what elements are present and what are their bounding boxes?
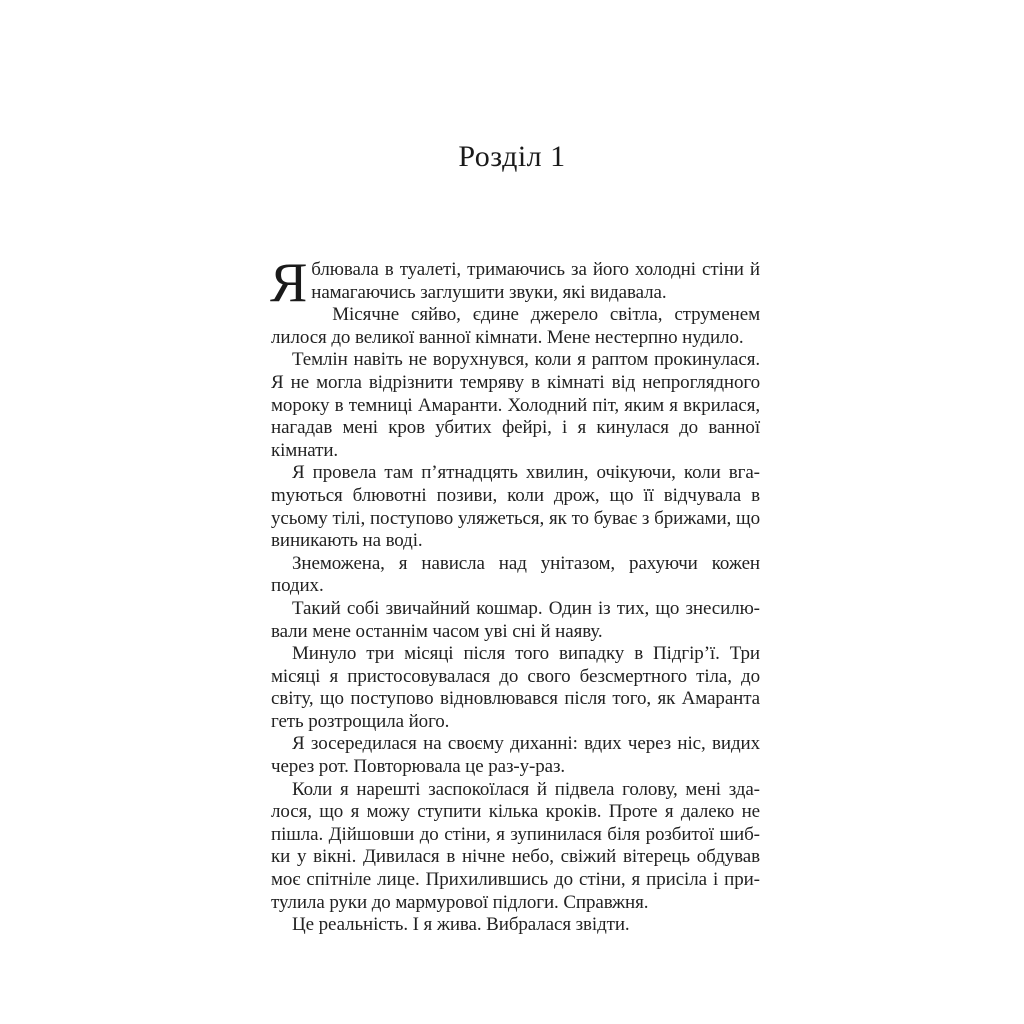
paragraph: Минуло три місяці після того випадку в Підгір’ї. Три місяці я пристосовувалася до свого безсмертного тіла, до світу, що поступово відновлювався після того, як Амаранта геть розтрощила його.: [271, 643, 760, 732]
paragraph: Знеможена, я нависла над унітазом, рахуючи кожен подих.: [271, 552, 760, 597]
paragraph: Я провела там п’ятнадцять хвилин, очікуючи, коли вгаmуються блювотні позиви, коли дрож, що її відчувала в усьому тілі, поступово уляжеться, як то буває з брижами, що виникають на воді.: [271, 462, 760, 552]
paragraph: Темлін навіть не ворухнувся, коли я раптом прокинулася. Я не могла відрізнити темряву в кімнаті від непроглядного мороку в темниці Амаранти. Холодний піт, яким я вкрилася, нагадав мені кров убитих фейрі, і я кинулася до ванної кімнати.: [271, 349, 760, 461]
opening-text: блювала в туалеті, тримаючись за його холодні стіни й намагаючись заглушити звуки, які видавала.: [311, 259, 760, 303]
paragraph: Коли я нарешті заспокоїлася й підвела голову, мені здалося, що я можу ступити кілька кроків. Проте я далеко не пішла. Дійшовши до стіни, я зупинилася біля розбитої шибки у вікні. Дивилася в нічне небо, свіжий вітерець обдував моє спітніле лице. Прихилившись до стіни, я присіла і притулила руки до мармурової підлоги. Справжня.: [271, 778, 760, 913]
paragraph-opening: [270, 252, 760, 314]
paragraph: Місячне сяйво, єдине джерело світла, струменем лилося до великої ванної кімнати. Мене нестерпно нудило.: [271, 304, 760, 348]
chapter-body: [270, 252, 760, 937]
drop-cap: Я: [270, 252, 308, 314]
paragraph: Це реальність. І я жива. Вибралася звідти.: [292, 914, 630, 936]
paragraph: Такий собі звичайний кошмар. Один із тих, що знесилювали мене останнім часом уві сні й наяву.: [271, 597, 760, 642]
paragraph: Я зосередилася на своєму диханні: вдих через ніс, видих через рот. Повторювала це раз-у-раз.: [271, 733, 760, 778]
chapter-title: Розділ 1: [458, 140, 566, 173]
